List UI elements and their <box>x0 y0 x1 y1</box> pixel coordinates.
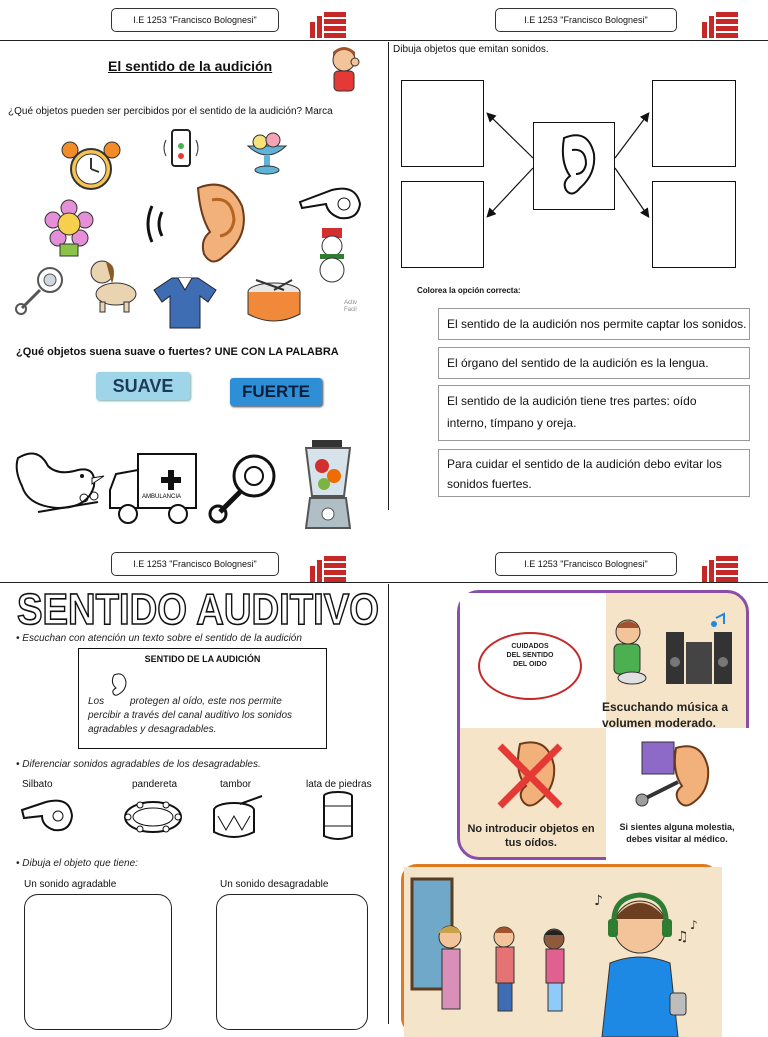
sentido-auditivo-title <box>16 584 380 634</box>
reading-text-line1b: protegen al oído, este nos permite <box>130 696 282 707</box>
column-divider <box>388 42 389 510</box>
school-name: I.E 1253 "Francisco Bolognesi" <box>524 15 648 25</box>
drum-outline-icon <box>210 794 266 842</box>
school-logo-icon <box>310 556 350 584</box>
drawing-box[interactable] <box>401 80 484 167</box>
ear-exam-icon <box>632 738 718 816</box>
option-4[interactable]: Para cuidar el sentido de la audición debo evitar los sonidos fuertes. <box>438 449 750 497</box>
drawing-box[interactable] <box>401 181 484 268</box>
school-header <box>111 552 279 576</box>
care-medico: Si sientes alguna molestia, debes visitar al médico. <box>619 822 735 844</box>
draw-instruction: Dibuja objetos que emitan sonidos. <box>393 44 549 55</box>
colorea-instruction: Colorea la opción correcta: <box>417 286 521 295</box>
school-logo-icon <box>702 556 742 584</box>
svg-text:♫: ♫ <box>676 929 689 945</box>
reading-text-line3: agradables y desagradables. <box>88 724 217 735</box>
ice-cream-cup-icon <box>244 130 290 176</box>
whistle-icon <box>298 184 364 222</box>
polo-shirt-icon <box>152 276 218 330</box>
reading-box-title: SENTIDO DE LA AUDICIÓN <box>144 654 261 664</box>
reading-text-line2: percibir a través del canal auditivo los sonidos <box>88 710 292 721</box>
audicion-title: El sentido de la audición <box>108 58 273 74</box>
bird-icon <box>8 446 108 524</box>
bullet-diferenciar: • Diferenciar sonidos agradables de los desagradables. <box>16 759 261 770</box>
music-listening-icon <box>606 612 746 692</box>
option-1[interactable]: El sentido de la audición nos permite captar los sonidos. <box>438 308 750 340</box>
arrows-diagram <box>484 80 652 270</box>
column-divider <box>388 584 389 1024</box>
drum-icon <box>244 278 304 326</box>
draw-agradable-box[interactable] <box>24 894 172 1030</box>
school-logo-icon <box>702 12 742 40</box>
svg-text:♪: ♪ <box>690 918 698 932</box>
bullet-dibuja: • Dibuja el objeto que tiene: <box>16 858 138 869</box>
child-listening-icon <box>322 44 366 94</box>
ear-sound-icon <box>140 176 250 271</box>
cell-phone-icon <box>158 128 202 168</box>
draw-desagradable-box[interactable] <box>216 894 368 1030</box>
school-header <box>495 552 677 576</box>
svg-text:♪: ♪ <box>594 893 603 909</box>
school-name: I.E 1253 "Francisco Bolognesi" <box>133 559 257 569</box>
instrument-label-silbato: Silbato <box>22 779 53 790</box>
care-musica: Escuchando música a volumen moderado. <box>602 700 729 730</box>
school-name: I.E 1253 "Francisco Bolognesi" <box>524 559 648 569</box>
option-2[interactable]: El órgano del sentido de la audición es la lengua. <box>438 347 750 379</box>
school-header <box>495 8 677 32</box>
watermark-text: Activ Facil <box>344 300 358 313</box>
school-name: I.E 1253 "Francisco Bolognesi" <box>133 15 257 25</box>
care-title: CUIDADOS DEL SENTIDO DEL OIDO <box>506 643 554 669</box>
tin-can-icon <box>320 790 356 842</box>
fuerte-label[interactable]: FUERTE <box>230 378 322 406</box>
drawing-box[interactable] <box>652 80 736 167</box>
baby-rattle-outline-icon <box>206 452 278 526</box>
instrument-label-pandereta: pandereta <box>132 779 178 790</box>
baby-rattle-icon <box>14 266 64 316</box>
care-objetos: No introducir objetos en tus oídos. <box>467 823 595 850</box>
option-3[interactable]: El sentido de la audición tiene tres partes: oído interno, tímpano y oreja. <box>438 385 750 441</box>
scene-frame <box>401 864 719 1034</box>
alarm-clock-icon <box>60 142 122 192</box>
label-agradable: Un sonido agradable <box>24 879 117 890</box>
reading-text-line1a: Los <box>88 696 105 707</box>
whistle-outline-icon <box>20 794 76 836</box>
suave-label[interactable]: SUAVE <box>96 372 190 400</box>
school-header <box>111 8 279 32</box>
flower-icon <box>40 200 98 256</box>
instrument-label-tambor: tambor <box>220 779 252 790</box>
drawing-box[interactable] <box>652 181 736 268</box>
children-music-scene <box>404 867 722 1037</box>
ambulance-icon <box>108 450 200 530</box>
bullet-escuchan: • Escuchan con atención un texto sobre el sentido de la audición <box>16 633 302 644</box>
school-logo-icon <box>310 12 350 40</box>
tambourine-icon <box>122 796 184 838</box>
no-objects-ear-icon <box>494 736 566 812</box>
dog-icon <box>86 254 142 314</box>
header-line <box>0 40 384 41</box>
ambulance-label: AMBULANCIA <box>142 494 182 500</box>
snowman-icon <box>310 228 354 282</box>
sentido-title-text: SENTIDO AUDITIVO <box>17 585 379 634</box>
instrument-label-lata: lata de piedras <box>306 779 372 790</box>
q1-question: ¿Qué objetos pueden ser percibidos por el sentido de la audición? Marca <box>8 106 333 117</box>
header-line <box>384 40 768 41</box>
blender-icon <box>298 440 358 532</box>
label-desagradable: Un sonido desagradable <box>220 879 329 890</box>
q2-question: ¿Qué objetos suena suave o fuertes? UNE CON LA PALABRA <box>16 346 339 358</box>
ear-small-icon <box>106 672 128 698</box>
